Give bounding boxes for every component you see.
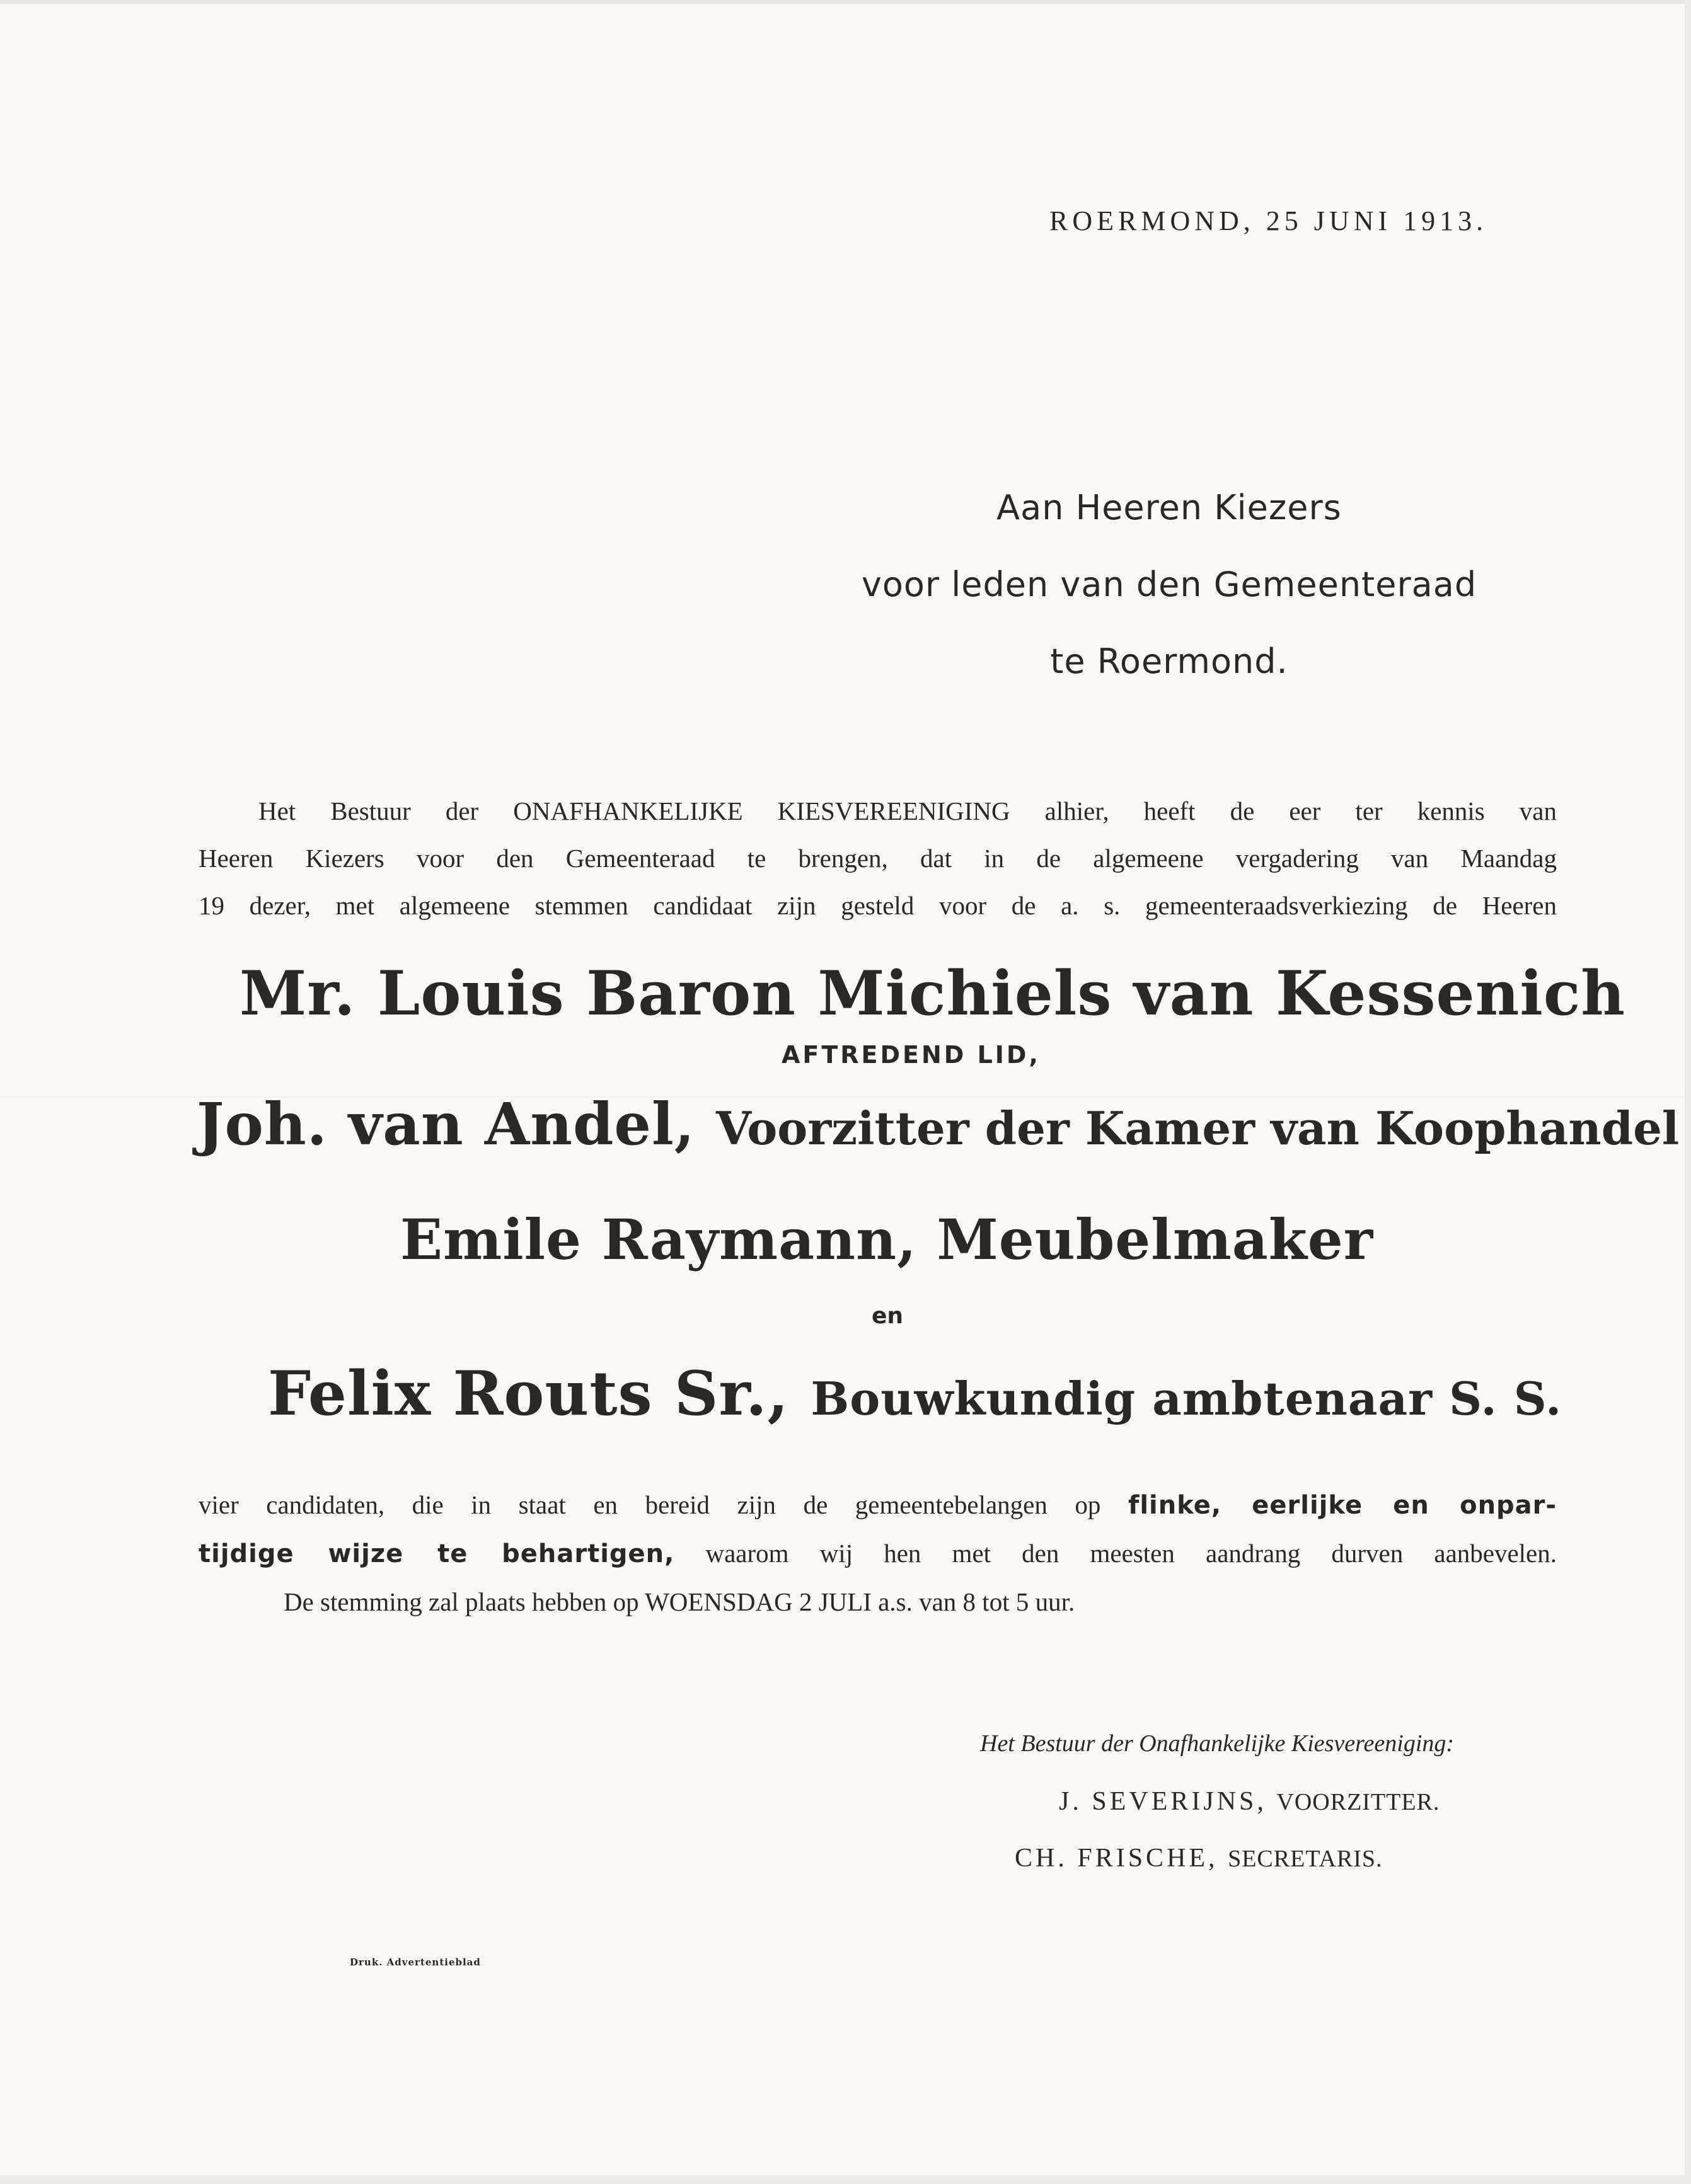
closing-line-1 xyxy=(199,1481,1557,1529)
candidate-3 xyxy=(400,1207,1373,1272)
address-line-3: te Roermond. xyxy=(1050,641,1288,681)
signature-secretary-name: CH. FRISCHE, xyxy=(1015,1844,1218,1873)
intro-line-1: Het Bestuur der ONAFHANKELIJKE KIESVEREENIGING alhier, heeft de eer ter kennis van xyxy=(258,796,1557,825)
address-block xyxy=(744,469,1595,700)
signature-chairman-role: VOORZITTER. xyxy=(1276,1789,1440,1815)
address-line-2: voor leden van den Gemeenteraad xyxy=(861,565,1477,604)
candidate-2 xyxy=(197,1090,1679,1158)
closing-line-3: De stemming zal plaats hebben op WOENSDAG 2 JULI a.s. van 8 tot 5 uur. xyxy=(284,1587,1075,1616)
intro-line-2: Heeren Kiezers voor den Gemeenteraad te brengen, dat in de algemeene vergadering van Maandag xyxy=(199,844,1557,873)
signature-chairman-name: J. SEVERIJNS, xyxy=(1059,1787,1267,1816)
candidate-4 xyxy=(268,1358,1562,1429)
closing-paragraph xyxy=(199,1481,1557,1626)
candidate-2-name: Joh. van Andel, xyxy=(197,1090,695,1158)
closing-line-2-text: waarom wij hen met den meesten aandrang durven aanbevelen. xyxy=(705,1539,1557,1568)
signature-chairman xyxy=(1059,1786,1440,1817)
candidate-2-role: Voorzitter der Kamer van Koophandel xyxy=(715,1101,1680,1155)
candidate-4-role: Bouwkundig ambtenaar S. S. xyxy=(811,1372,1562,1425)
printer-mark: Druk. Advertentieblad xyxy=(350,1957,481,1968)
conjunction-en: en xyxy=(872,1303,904,1329)
intro-paragraph xyxy=(199,788,1557,929)
scan-edge-bottom xyxy=(0,2175,1691,2184)
scan-edge-top xyxy=(0,0,1691,4)
closing-line-1-bold: flinke, eerlijke en onpar- xyxy=(1128,1491,1557,1520)
scan-edge-right xyxy=(1685,0,1691,2184)
closing-line-2 xyxy=(199,1529,1557,1578)
signature-secretary-role: SECRETARIS. xyxy=(1228,1846,1383,1872)
candidate-3-role: Meubelmaker xyxy=(937,1207,1374,1272)
signature-heading: Het Bestuur der Onafhankelijke Kiesvereeniging: xyxy=(980,1730,1455,1757)
document-date: ROERMOND, 25 JUNI 1913. xyxy=(1049,205,1488,236)
candidate-3-name: Emile Raymann, xyxy=(400,1207,917,1272)
intro-line-3: 19 dezer, met algemeene stemmen candidaat zijn gesteld voor de a. s. gemeenteraadsverkiezing de Heeren xyxy=(199,891,1557,920)
candidate-1-name: Mr. Louis Baron Michiels van Kessenich xyxy=(240,958,1626,1029)
signature-secretary xyxy=(1015,1843,1383,1873)
closing-line-1-text: vier candidaten, die in staat en bereid zijn de gemeentebelangen op xyxy=(199,1490,1101,1519)
candidate-4-name: Felix Routs Sr., xyxy=(268,1358,789,1429)
closing-line-2-bold: tijdige wijze te behartigen, xyxy=(199,1539,675,1568)
candidate-1-note: AFTREDEND LID, xyxy=(782,1041,1041,1069)
address-line-1: Aan Heeren Kiezers xyxy=(996,488,1342,527)
